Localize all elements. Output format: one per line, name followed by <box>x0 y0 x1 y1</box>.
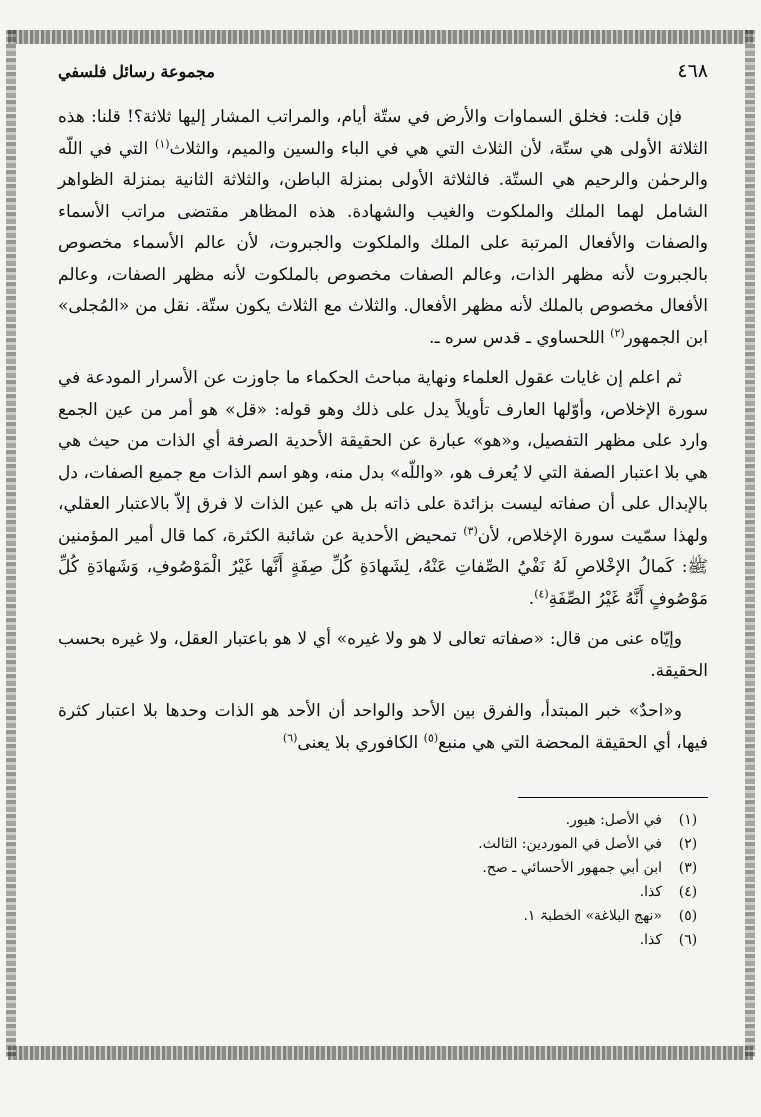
body-text <box>58 102 708 759</box>
page-header <box>58 58 708 88</box>
text-run: فإن قلت: فخلق السماوات والأرض في ستّة أيام، والمراتب المشار إليها ثلاثة؟! قلنا: هذه الثلاثة الأولى هي ستّة، لأن الثلاث التي هي في الباء والسين والميم، والثلاث <box>58 107 708 159</box>
footnote-ref[interactable]: (٤) <box>534 586 549 600</box>
text-run: اللحساوي ـ قدس سره ـ. <box>429 327 611 348</box>
footnote-item <box>58 904 700 928</box>
footnote-text: كذا. <box>639 932 662 948</box>
footnote-ref[interactable]: (٦) <box>282 730 298 744</box>
footnote-divider <box>518 797 708 798</box>
footnote-text: ابن أبي جمهور الأحسائي ـ صح. <box>482 860 662 876</box>
footnote-ref[interactable]: (٣) <box>463 523 478 537</box>
footnote-mark: (١) <box>678 812 698 828</box>
text-run: و«احدٌ» خبر المبتدأ، والفرق بين الأحد والواحد أن الأحد هو الذات وحدها بلا اعتبار كثرة فيها، أي الحقيقة المحضة التي هي منبع <box>58 701 708 753</box>
text-run: ثم اعلم إن غايات عقول العلماء ونهاية مباحث الحكماء ما جاوزت عن الأسرار المودعة في سورة الإخلاص، وأوّلها العارف تأويلاً يدل على ذلك وهو قوله: «قل» هو أمر من عين الجمع وارد على مظهر التفصيل، و«هو» عبارة عن الحقيقة الأحدية الصرفة أي الذات من حيث هي هي بلا اعتبار الصفة التي لا يُعرف هو، «واللّه» بدل منه، وهو اسم الذات مع جميع الصفات، دل بالإبدال على أن صفاته ليست بزائدة على ذاته بل هي عين الذات لا فرق إلاّ بالاعتبار العقلي، ولهذا سمّيت سورة الإخلاص، لأن <box>58 368 708 546</box>
footnote-item <box>58 832 700 856</box>
footnote-mark: (٤) <box>678 884 698 900</box>
paragraph <box>58 696 708 759</box>
footnote-ref[interactable]: (١) <box>155 136 170 150</box>
footnote-mark: (٢) <box>678 836 698 852</box>
page-number: ٤٦٨ <box>677 60 708 82</box>
paragraph <box>58 102 708 354</box>
footnote-mark: (٣) <box>678 860 698 876</box>
footnote-item <box>58 808 700 832</box>
book-page <box>58 58 708 952</box>
text-run: وإيّاه عنى من قال: «صفاته تعالى لا هو ولا غيره» أي لا هو باعتبار العقل، ولا غيره بحسب الحقيقة. <box>58 629 708 681</box>
running-title: مجموعة رسائل فلسفي <box>58 62 215 81</box>
text-run: الكافوري بلا يعنى <box>297 732 424 753</box>
scan-noise-right <box>745 30 755 1057</box>
footnote-text: كذا. <box>639 884 662 900</box>
footnote-mark: (٦) <box>678 932 698 948</box>
footnotes-list <box>58 808 708 952</box>
footnote-text: «نهج البلاغة» الخطبۃ ١. <box>523 908 662 924</box>
footnote-text: في الأصل: هيور. <box>565 812 662 828</box>
footnote-text: في الأصل في الموردين: الثالث. <box>478 836 662 852</box>
scan-noise-bottom <box>8 1046 753 1060</box>
footnote-item <box>58 928 700 952</box>
scan-noise-left <box>6 30 16 1057</box>
paragraph <box>58 363 708 615</box>
text-run: . <box>528 588 535 609</box>
paragraph <box>58 624 708 687</box>
footnote-ref[interactable]: (٢) <box>610 325 625 339</box>
text-run: التي في اللّه والرحمٰن والرحيم هي الستّة. فالثلاثة الأولى بمنزلة الباطن، والثلاثة الثانية بمنزلة الظواهر الشامل لهما الملك والملكوت والغيب والشهادة. هذه المظاهر مقتضى مراتب الأسماء والصفات والأفعال المرتبة على الملك والملكوت والجبروت، لأن عالم الأسماء مخصوص بالجبروت لأنه مظهر الذات، وعالم الصفات مخصوص بالملكوت لأنه مظهر الصفات، وعالم الأفعال مخصوص بالملك لأنه مظهر الأفعال. والثلاث مع الثلاث يكون ستّة. نقل من «المُجلى» ابن الجمهور <box>58 138 708 348</box>
footnote-ref[interactable]: (٥) <box>423 730 439 744</box>
text-run: تمحيض الأحدية عن شائبة الكثرة، كما قال أمير المؤمنين ﷺ: كَمالُ الإخْلاصِ لَهُ نَفْيُ الصِّفاتِ عَنْهُ، لِشَهادَةِ كُلِّ صِفَةٍ أَنَّها غَيْرُ الْمَوْصُوفِ، وَشَهادَةِ كُلِّ مَوْصُوفٍ أَنَّهُ غَيْرُ الصِّفَةِ <box>58 525 708 609</box>
footnote-mark: (٥) <box>678 908 698 924</box>
footnote-item <box>58 856 700 880</box>
footnote-item <box>58 880 700 904</box>
scan-noise-top <box>8 30 753 44</box>
